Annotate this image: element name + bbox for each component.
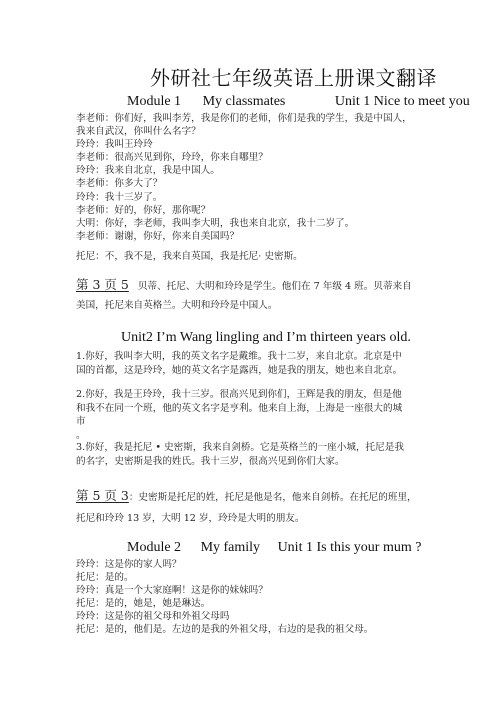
module2-dialogue [76,558,373,637]
dialogue-line: 玲玲：我来自北京，我是中国人。 [76,165,220,177]
unit2-paragraph-2 [76,388,428,442]
module1-topic: My classmates [202,94,286,109]
dialogue-line: 玲玲：我叫王玲玲 [76,139,153,151]
dialogue-line: 李老师：很高兴见到你，玲玲，你来自哪里？ [76,152,268,164]
module1-heading [127,94,470,110]
dialogue-line: 托尼：是的，他们是。左边的是我的外祖父母，右边的是我的祖父母。 [76,624,374,636]
paragraph-line: 和我不在同一个班，他的英文名字是亨利。他来自上海，上海是一座很大的城 [76,402,403,414]
paragraph-line: 国的首都，这是玲玲，她的英文名字是露西，她是我的朋友，她也来自北京。 [76,364,403,376]
module2-heading [127,540,421,556]
dialogue-line: 托尼：是的。 [76,572,134,584]
dialogue-line: 李老师：谢谢，你好，你来自美国吗？ [76,230,240,242]
paragraph-line: 1.你好，我叫李大明，我的英文名字是戴维。我十二岁，来自北京。北京是中 [76,351,402,362]
dialogue-line: 大明：你好，李老师，我叫李大明，我也来自北京，我十二岁了。 [76,217,355,229]
page5-line: ：史密斯是托尼的姓，托尼是他是名，他来自剑桥。在托尼的班里， [128,492,417,503]
paragraph-line: 。 [76,429,86,441]
paragraph-line: 市 [76,416,86,427]
module2-unit1-title: Unit 1 Is this your mum ? [277,540,422,555]
page5-line: 托尼和玲玲 13 岁，大明 12 岁，玲玲是大明的朋友。 [76,513,305,524]
module1-dialogue [76,112,412,243]
page5-exercise [76,485,428,529]
paragraph-line: 3.你好，我是托尼 • 史密斯，我来自剑桥。它是英格兰的一座小城，托尼是我 [76,442,404,453]
page3-reference: 第 3 页 5 [76,277,129,292]
unit1-title: Unit 1 Nice to meet you [334,94,470,109]
dialogue-line: 李老师：好的，你好，那你呢？ [76,204,211,216]
page3-exercise [76,275,428,315]
dialogue-line: 玲玲：这是你的祖父母和外祖父母吗 [76,611,230,623]
dialogue-line: 李老师：你多大了？ [76,178,163,190]
paragraph-line: 的名字，史密斯是我的姓氏。我十三岁，很高兴见到你们大家。 [76,455,345,467]
module2-number: Module 2 [127,540,182,555]
module1-number: Module 1 [127,94,182,109]
dialogue-line: 托尼：不，我不是，我来自英国，我是托尼· 史密斯。 [76,251,303,262]
dialogue-line: 玲玲：我十三岁了。 [76,191,163,203]
page5-reference: 第 5 页 3 [76,488,129,503]
page3-line: 美国，托尼来自英格兰。大明和玲玲是中国人。 [76,300,278,311]
dialogue-line: 我来自武汉，你叫什么名字？ [76,126,201,138]
dialogue-line: 托尼：是的，她是，她是琳达。 [76,598,211,610]
paragraph-line: 2.你好，我是王玲玲，我十三岁。很高兴见到你们，王辉是我的朋友，但是他 [76,389,402,400]
unit2-heading: Unit2 I’m Wang lingling and I’m thirteen years old. [121,330,411,345]
page-title: 外研社七年级英语上册课文翻译 [150,66,437,90]
dialogue-line: 玲玲：真是一个大家庭啊！这是你的妹妹吗？ [76,585,268,597]
dialogue-line: 玲玲：这是你的家人吗？ [76,559,182,570]
unit2-paragraph-3 [76,441,428,468]
module2-topic: My family [200,540,261,555]
dialogue-line: 李老师：你们好，我叫李芳，我是你们的老师，你们是我的学生，我是中国人， [76,113,412,124]
unit2-paragraph-1 [76,350,428,377]
page3-line: 贝蒂、托尼、大明和玲玲是学生。他们在 7 年级 4 班。贝蒂来自 [137,281,412,292]
module1-dialogue-last [76,250,303,263]
